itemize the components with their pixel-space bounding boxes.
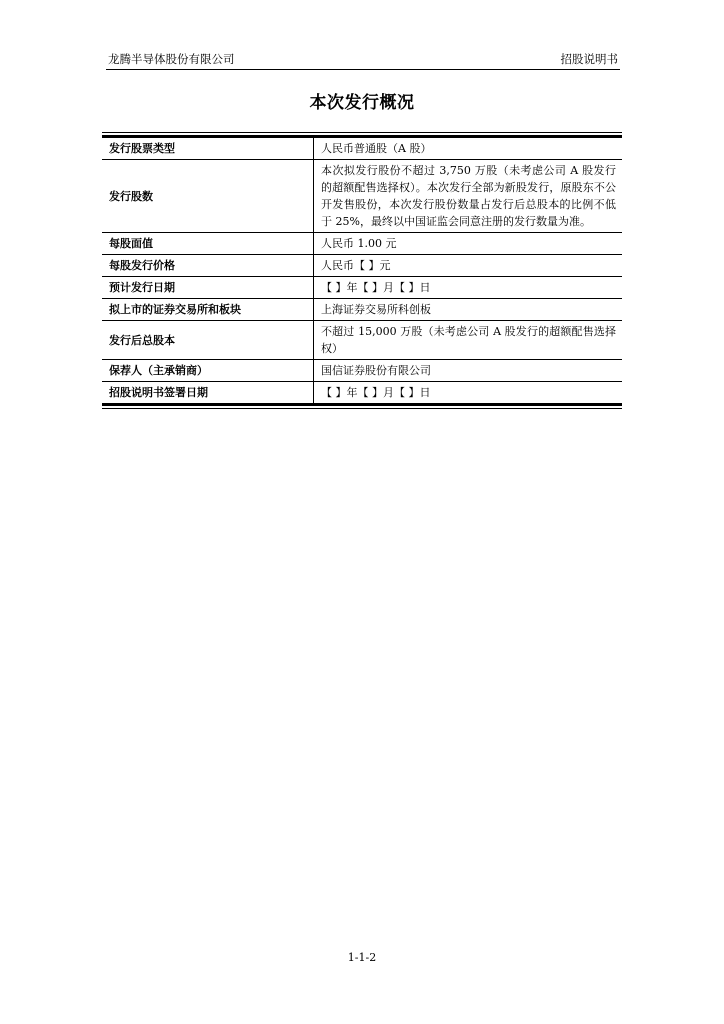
page-header — [108, 51, 618, 69]
table-row — [102, 255, 622, 277]
table-row — [102, 138, 622, 160]
row-label: 发行股票类型 — [102, 138, 314, 160]
offering-overview-table — [102, 132, 622, 409]
document-type: 招股说明书 — [560, 52, 618, 66]
row-label: 拟上市的证券交易所和板块 — [102, 299, 314, 321]
row-value: 人民币 1.00 元 — [314, 233, 623, 255]
row-value: 【 】年【 】月【 】日 — [314, 277, 623, 299]
table-row — [102, 160, 622, 233]
row-value: 人民币普通股（A 股） — [321, 142, 432, 155]
table-row — [102, 321, 622, 360]
company-name: 龙腾半导体股份有限公司 — [108, 52, 235, 66]
row-value: 上海证券交易所科创板 — [314, 299, 623, 321]
header-divider — [106, 69, 620, 70]
row-value: 不超过 15,000 万股（未考虑公司 A 股发行的超额配售选择权） — [314, 321, 623, 360]
row-label: 发行股数 — [102, 160, 314, 233]
row-value: 本次拟发行股份不超过 3,750 万股（未考虑公司 A 股发行的超额配售选择权）。本次发行全部为新股发行，原股东不公开发售股份，本次发行股份数量占发行后总股本的比例不低于 25%，最终以中国证监会同意注册的发行数量为准。 — [314, 160, 623, 233]
table-row — [102, 360, 622, 382]
page-title: 本次发行概况 — [309, 93, 415, 113]
row-label: 预计发行日期 — [102, 277, 314, 299]
table-row — [102, 299, 622, 321]
row-label: 保荐人（主承销商） — [102, 360, 314, 382]
table-row — [102, 382, 622, 404]
row-value: 国信证券股份有限公司 — [314, 360, 623, 382]
row-label: 发行后总股本 — [102, 321, 314, 360]
row-label: 每股面值 — [102, 233, 314, 255]
table-row — [102, 277, 622, 299]
page-number: 1-1-2 — [347, 951, 377, 964]
row-label: 每股发行价格 — [102, 255, 314, 277]
row-value: 人民币【 】元 — [314, 255, 623, 277]
table-row — [102, 233, 622, 255]
row-value: 【 】年【 】月【 】日 — [314, 382, 623, 404]
table-bottom-thin-rule — [102, 408, 622, 409]
row-label: 招股说明书签署日期 — [102, 382, 314, 404]
